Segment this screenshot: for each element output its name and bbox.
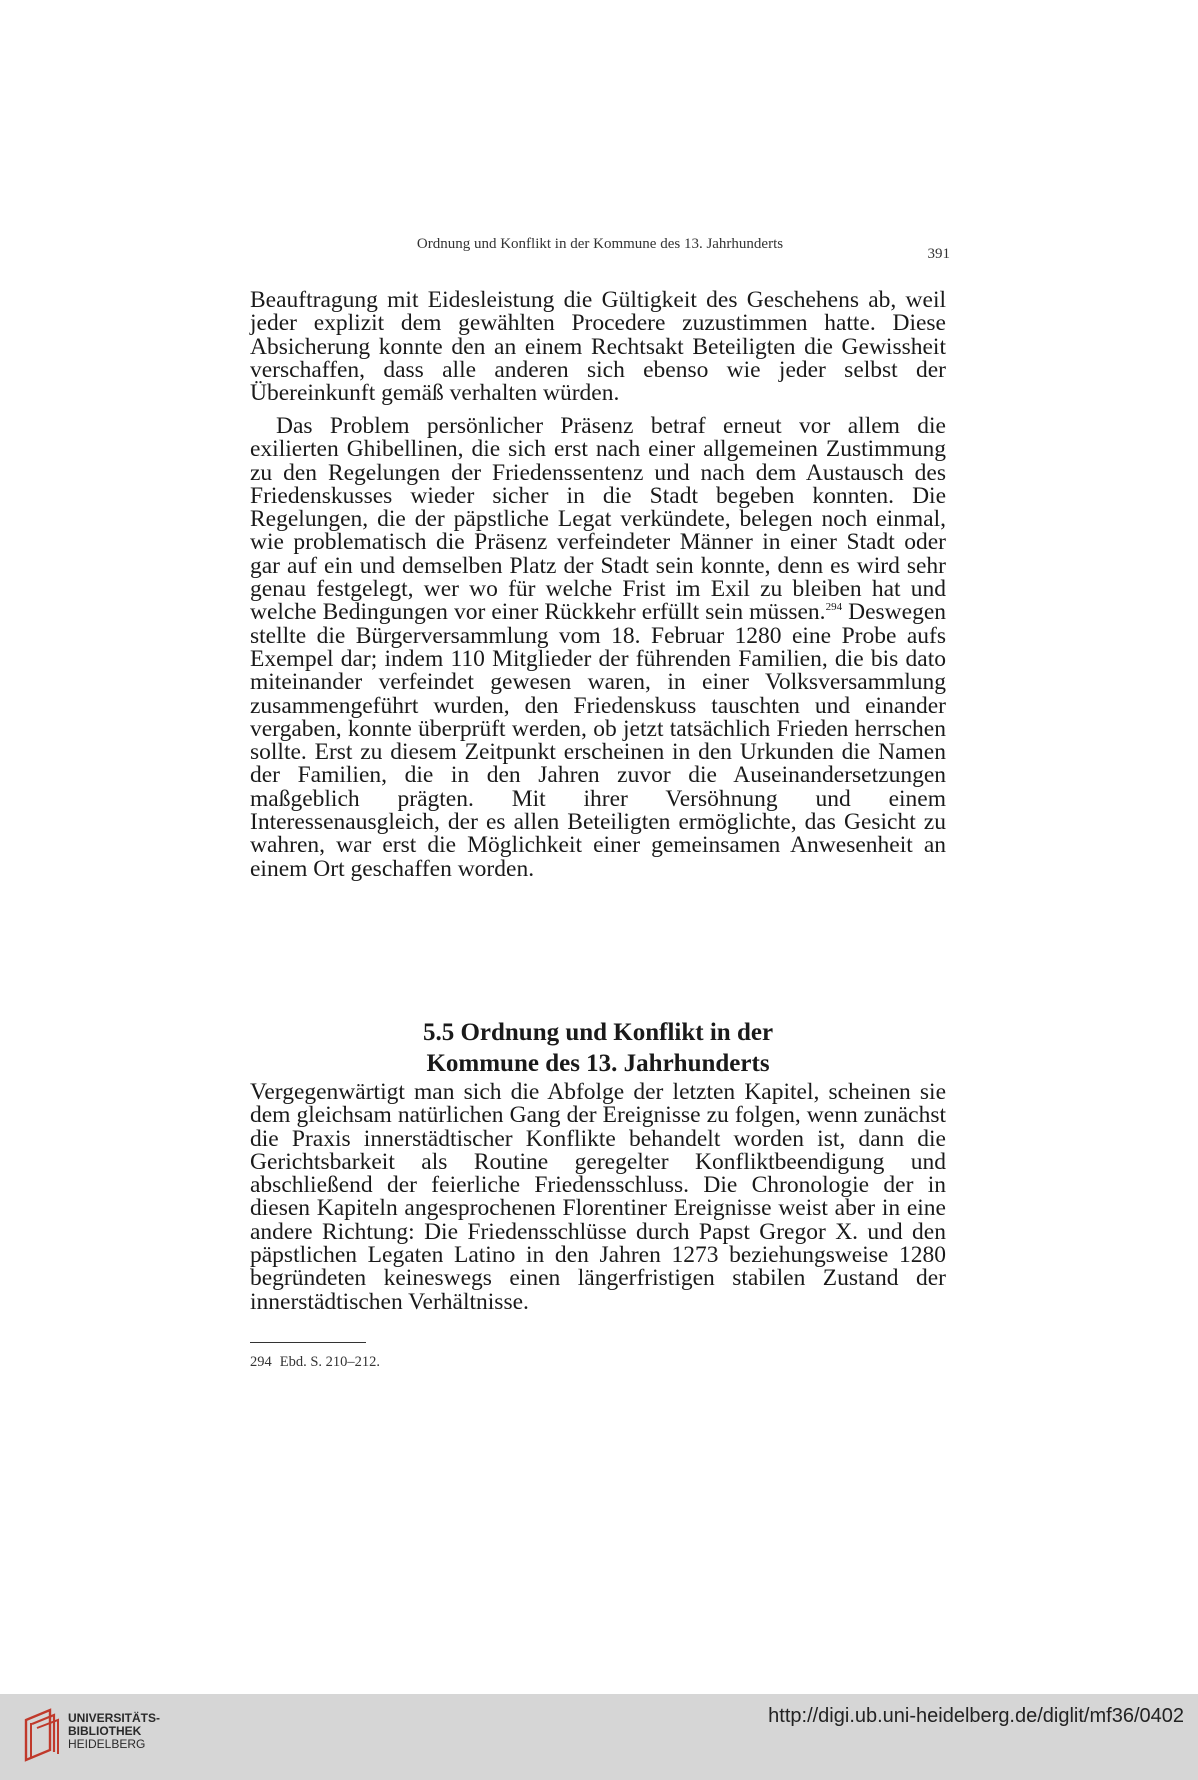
library-logo-icon: [20, 1706, 66, 1762]
paragraph-3-block: [250, 1081, 946, 1314]
section-heading-line-2: Kommune des 13. Jahrhunderts: [426, 1049, 770, 1077]
section-heading: [250, 1017, 946, 1079]
footnote-number: 294: [250, 1354, 272, 1370]
paragraph-1: Beauftragung mit Eidesleistung die Gültigkeit des Geschehens ab, weil jeder explizit dem gewählten Procedere zuzustimmen hatte. Diese Absicherung konnte den an einem Rechtsakt Beteiligten die Gewissheit verschaffen, dass alle anderen sich ebenso wie jeder selbst der Übereinkunft gemäß verhalten würden.: [250, 287, 946, 407]
footnote: [250, 1354, 380, 1371]
library-logo[interactable]: [20, 1706, 280, 1762]
paragraph-2-part-1: Das Problem persönlicher Präsenz betraf erneut vor allem die exilierten Ghibellinen, die sich erst nach einer allgemeinen Zustimmung zu den Regelungen der Friedenssentenz und nach dem Austausch des Friedenskusses wieder sicher in die Stadt begeben konnten. Die Regelungen, die der päpstliche Legat verkündete, belegen noch einmal, wie problematisch die Präsenz verfeindeter Männer in einer Stadt oder gar auf ein und demselben Platz der Stadt sein konnte, denn es wird sehr genau festgelegt, wer wo für welche Frist im Exil zu bleiben hat und welche Bedingungen vor einer Rückkehr erfüllt sein müssen.: [250, 413, 946, 626]
running-title: Ordnung und Konflikt in der Kommune des 13. Jahrhunderts: [416, 236, 784, 252]
paragraph-2-part-2: Deswegen stellte die Bürgerversammlung vom 18. Februar 1280 eine Probe aufs Exempel dar; indem 110 Mitglieder der führenden Familien, die bis dato miteinander verfeindet gewesen waren, in einer Volksversammlung zusammengeführt wurden, den Friedenskuss tauschten und einander vergaben, konnte überprüft werden, ob jetzt tatsächlich Frieden herrschen sollte. Erst zu diesem Zeitpunkt erscheinen in den Urkunden die Namen der Familien, die in den Jahren zuvor die Auseinandersetzungen maßgeblich prägten. Mit ihrer Versöhnung und einem Interessenausgleich, der es allen Beteiligten ermöglichte, das Gesicht zu wahren, war erst die Möglichkeit einer gemeinsamen Anwesenheit an einem Ort geschaffen worden.: [250, 599, 946, 882]
logo-line-3: HEIDELBERG: [68, 1737, 146, 1751]
section-heading-line-1: 5.5 Ordnung und Konflikt in der: [422, 1018, 774, 1046]
paragraph-2: [250, 415, 946, 881]
footer-bar: [0, 1694, 1198, 1780]
logo-line-1: UNIVERSITÄTS-: [68, 1711, 161, 1725]
paragraph-2-block: [250, 415, 946, 881]
paragraph-1-block: [250, 289, 946, 405]
logo-line-2: BIBLIOTHEK: [68, 1724, 142, 1738]
running-head: [250, 236, 950, 260]
footnote-reference[interactable]: 294: [825, 601, 843, 614]
paragraph-3: Vergegenwärtigt man sich die Abfolge der letzten Kapitel, scheinen sie dem gleichsam natürlichen Gang der Ereignisse zu folgen, wenn zunächst die Praxis innerstädtischer Konflikte behandelt worden ist, dann die Gerichtsbarkeit als Routine geregelter Konfliktbeendigung und abschließend der feierliche Friedensschluss. Die Chronologie der in diesen Kapiteln angesprochenen Florentiner Ereignisse weist aber in eine andere Richtung: Die Friedensschlüsse durch Papst Gregor X. und den päpstlichen Legaten Latino in den Jahren 1273 beziehungsweise 1280 begründeten keineswegs einen längerfristigen stabilen Zustand der innerstädtischen Verhältnisse.: [250, 1079, 946, 1315]
footnote-divider: [250, 1342, 366, 1343]
footnote-text: Ebd. S. 210–212.: [279, 1354, 381, 1370]
library-logo-text: [68, 1712, 160, 1751]
source-url-link[interactable]: http://digi.ub.uni-heidelberg.de/diglit/mf36/0402: [768, 1705, 1184, 1727]
page-number: 391: [927, 246, 950, 262]
